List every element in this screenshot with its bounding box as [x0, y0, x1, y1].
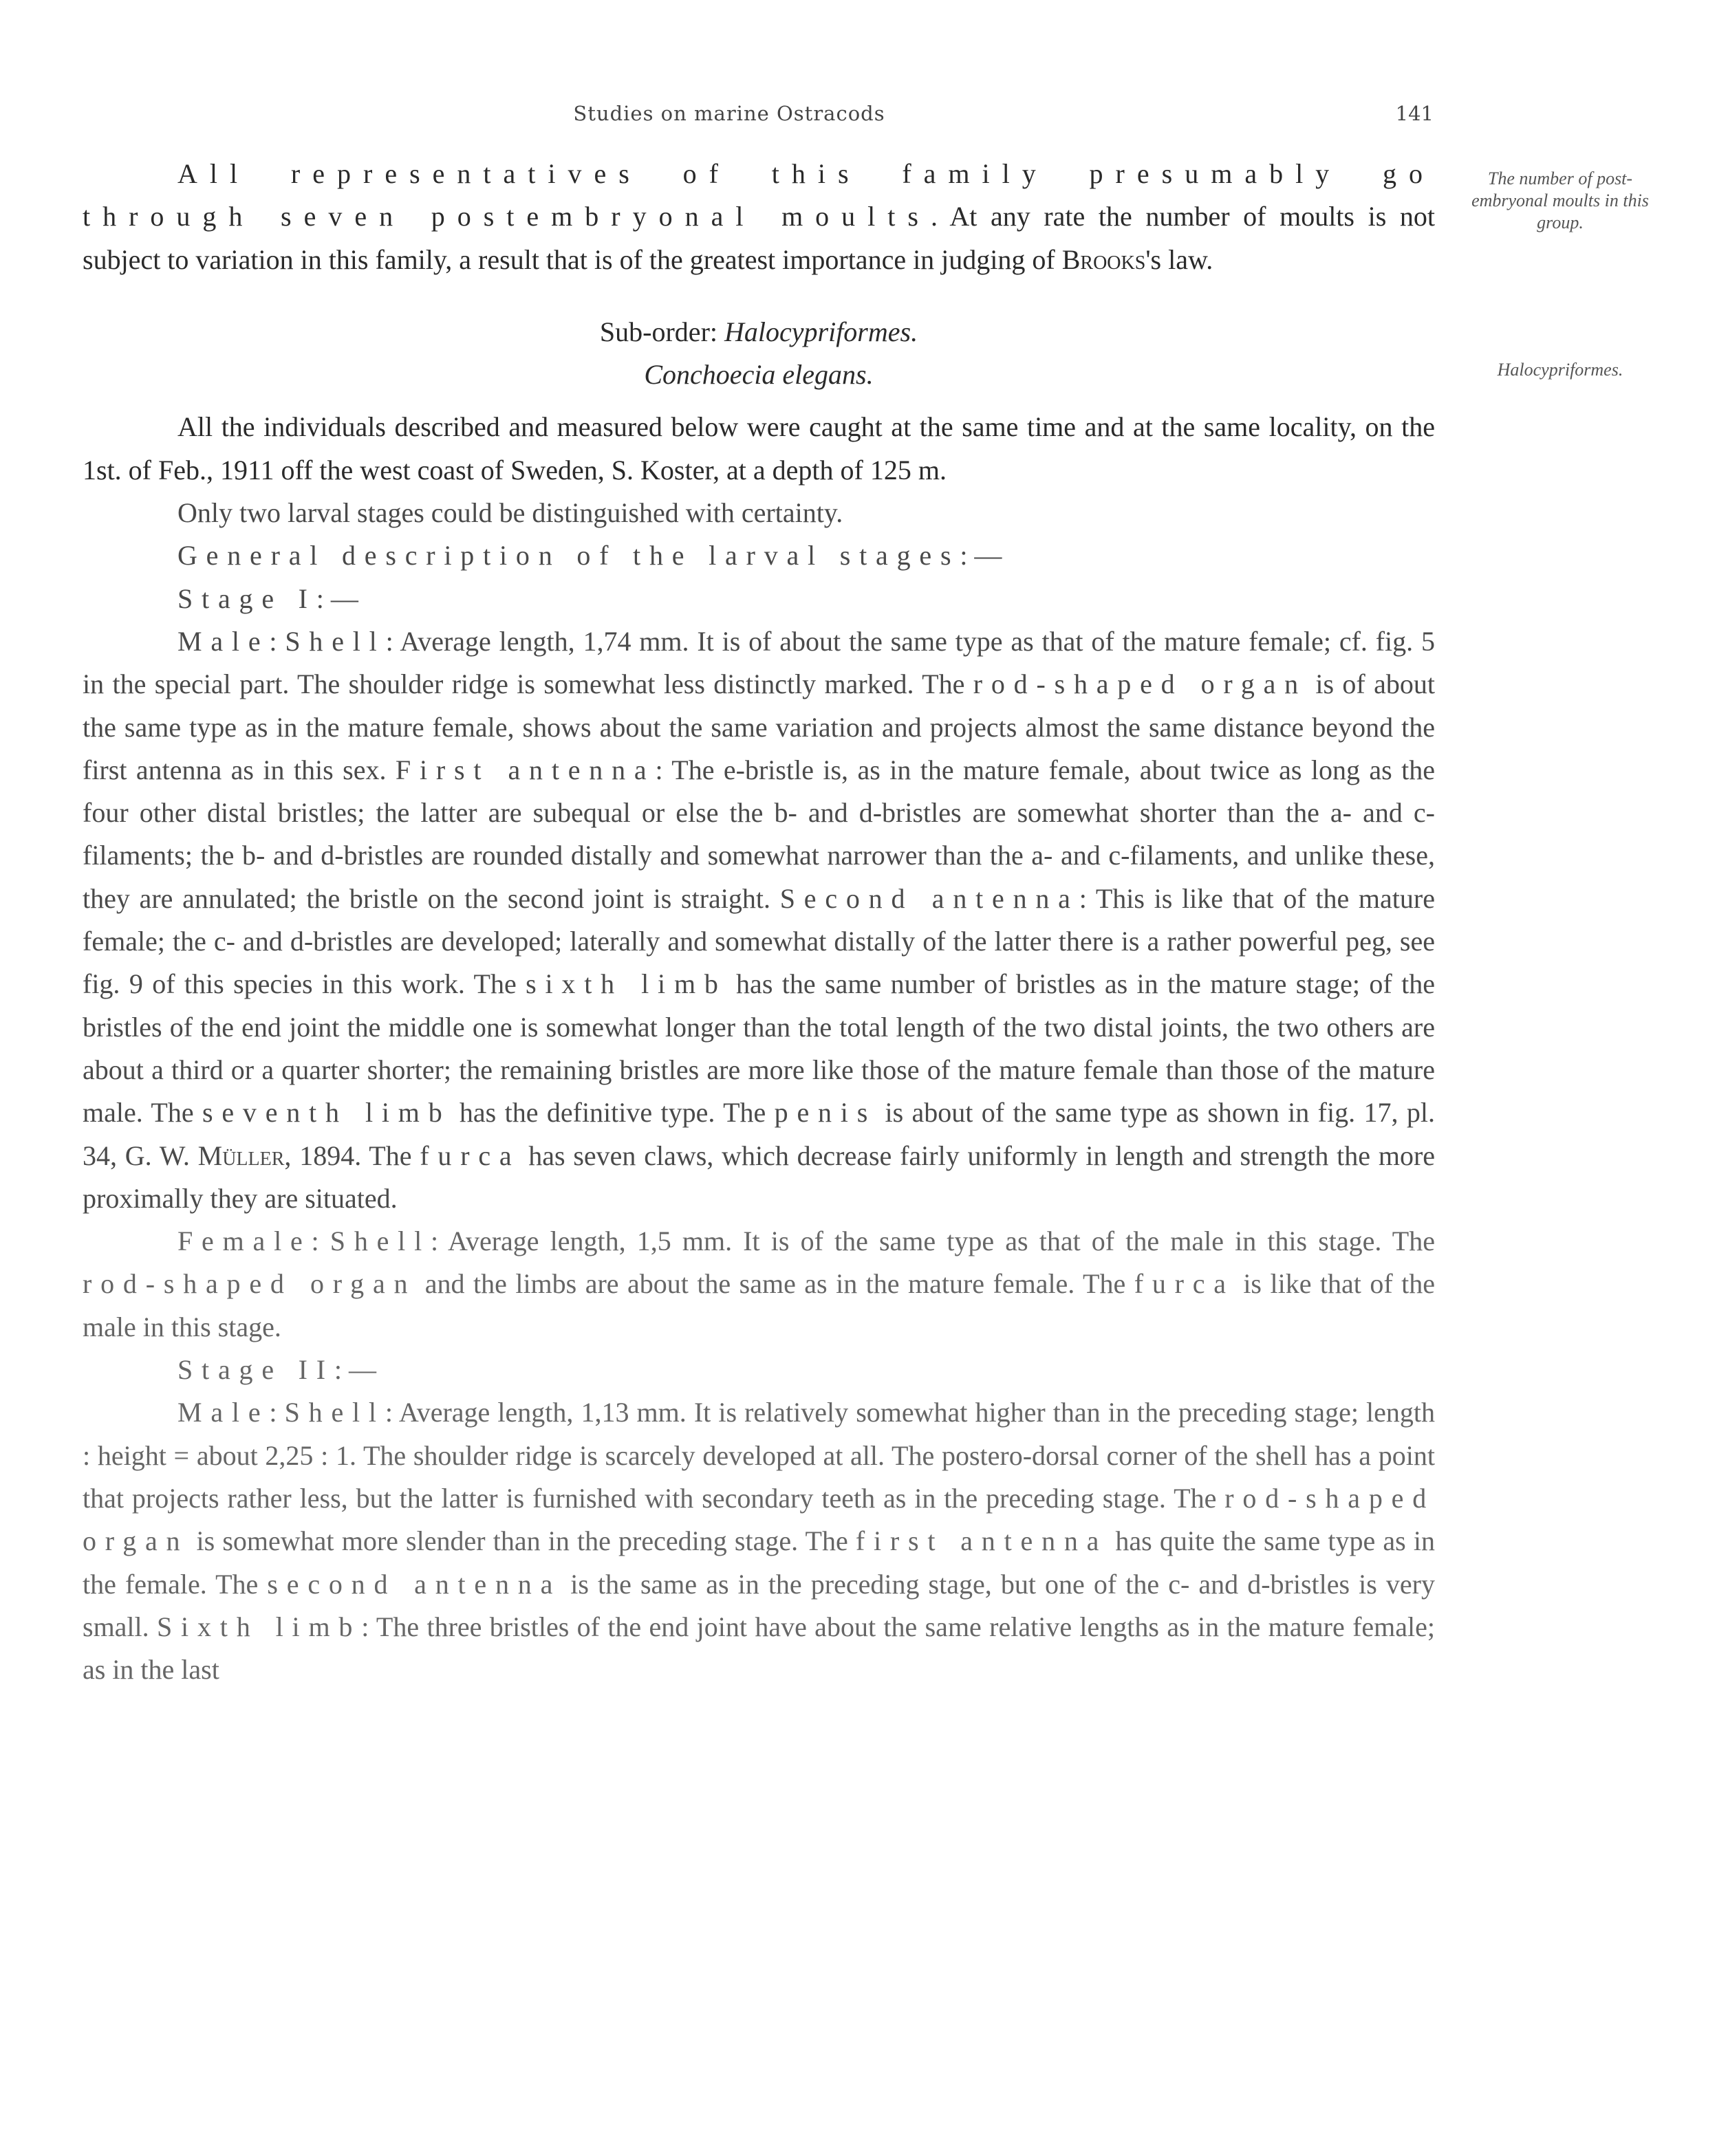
spaced-emphasis: Shell	[284, 1397, 385, 1428]
text-run: : Average length, 1,13 mm. It is relatively somewhat higher than in the preceding stage; length : height = about 2,25 : 1. The shoulder ridge is scarcely developed at all. The postero-dorsal corner of the shell has a point that projects rather less, but the latter is furnished with secondary teeth as in the preceding stage. The	[83, 1397, 1435, 1514]
text-run: has quite the same type as in the female. The	[83, 1525, 1435, 1600]
spaced-emphasis: General description of the larval stages	[177, 540, 960, 571]
paragraph-stage-one-female	[83, 1220, 1435, 1349]
text-run: : The three bristles of the end joint have about the same relative lengths as in the mature female; as in the last	[83, 1611, 1435, 1686]
text-run: : Average length, 1,5 mm. It is of the same type as that of the male in this stage. The	[431, 1226, 1435, 1257]
author-name: Müller	[197, 1140, 285, 1171]
spaced-emphasis: rod-shaped organ	[83, 1268, 417, 1300]
text-run: is of about the same type as in the mature female, shows about the same variation and projects almost the same distance beyond the first antenna as in this sex.	[83, 668, 1435, 785]
text-run: and the limbs are about the same as in the mature female. The	[416, 1268, 1134, 1300]
spaced-emphasis: penis	[774, 1097, 877, 1129]
spaced-emphasis: seventh limb	[202, 1097, 451, 1129]
spaced-emphasis: rod-shaped organ	[973, 668, 1307, 700]
spaced-emphasis: Sixth limb	[157, 1611, 362, 1642]
spaced-emphasis: Male	[177, 1397, 270, 1428]
text-run: . At any rate the number of moults is not subject to variation in this family, a result that is of the greatest importance in judging of	[83, 201, 1435, 275]
text-run: has seven claws, which decrease fairly uniformly in length and strength the more proximally they are situated.	[83, 1140, 1436, 1214]
text-run: : This is like that of the mature female; the c- and d-bristles are developed; laterally and somewhat distally of the latter there is a rather powerful peg, see fig. 9 of this species in this work. The	[83, 882, 1435, 1000]
spaced-emphasis: furca	[420, 1140, 521, 1171]
spaced-emphasis: Stage II	[177, 1354, 334, 1386]
stage-two-heading	[83, 1349, 1435, 1391]
text-run: : —	[334, 1354, 377, 1386]
text-run: is somewhat more slender than in the preceding stage. The	[188, 1525, 856, 1557]
spaced-emphasis: Shell	[330, 1226, 431, 1257]
spaced-emphasis: rod-shaped organ	[83, 1482, 1435, 1557]
text-run: :	[311, 1226, 330, 1257]
text-run: :	[269, 625, 285, 657]
stage-one-heading	[83, 578, 1435, 620]
spaced-emphasis: Male	[177, 625, 270, 657]
spaced-emphasis: furca	[1134, 1268, 1235, 1300]
text-run: is about of the same type as shown in fig. 17, pl. 34, G. W.	[83, 1097, 1435, 1171]
suborder-heading	[83, 311, 1435, 353]
spaced-emphasis: First antenna	[395, 754, 656, 785]
paragraph-family-moults	[83, 153, 1435, 281]
page-number: 141	[1395, 102, 1434, 125]
paragraph-larval-stages: Only two larval stages could be distinguished with certainty.	[177, 497, 843, 529]
text-run: is the same as in the preceding stage, but one of the c- and d-bristles is very small.	[83, 1568, 1436, 1642]
suborder-label: Sub-order:	[599, 316, 724, 347]
page-header	[0, 102, 1717, 129]
spaced-emphasis: Stage I	[177, 582, 316, 614]
text-run: has the definitive type. The	[451, 1097, 775, 1129]
species-heading: Conchoecia elegans.	[644, 359, 874, 391]
paragraph-stage-one-male	[83, 620, 1435, 1220]
paragraph-locality: All the individuals described and measured below were caught at the same time and at the same locality, on the 1st. of Feb., 1911 off the west coast of Sweden, S. Koster, at a depth of 125 m.	[83, 411, 1435, 486]
author-name: Brooks	[1061, 243, 1146, 275]
text-run: : —	[960, 540, 1002, 571]
text-run: is like that of the male in this stage.	[83, 1268, 1435, 1342]
text-run: :	[269, 1397, 285, 1428]
spaced-emphasis: first antenna	[855, 1525, 1108, 1557]
paragraph-stage-two-male	[83, 1391, 1435, 1691]
text-run: 's law.	[1145, 243, 1213, 275]
spaced-emphasis: Shell	[285, 625, 386, 657]
spaced-emphasis: sixth limb	[526, 968, 727, 1000]
spaced-emphasis: Female	[177, 1226, 312, 1257]
spaced-emphasis: All representatives of this family presumably go through seven postembryonal moults	[83, 158, 1435, 232]
margin-note-halocypriformes: Halocypriformes.	[1497, 360, 1623, 380]
text-run: : The e-bristle is, as in the mature female, about twice as long as the four other distal bristles; the latter are subequal or else the b- and d-bristles are somewhat shorter than the a- and c-filaments; the b- and d-bristles are rounded distally and somewhat narrower than the a- and c-filaments, and unlike these, they are annulated; the bristle on the second joint is straight.	[83, 754, 1435, 914]
margin-note-postembryonal-moults: The number of post-embryonal moults in this group.	[1471, 168, 1649, 232]
text-run: has the same number of bristles as in the mature stage; of the bristles of the end joint the middle one is somewhat longer than the total length of the two distal joints, the two others are about a third or a quarter shorter; the remaining bristles are more like those of the mature female than those of the mature male. The	[83, 968, 1435, 1129]
suborder-name: Halocypriformes.	[724, 316, 918, 347]
spaced-emphasis: Second antenna	[779, 882, 1079, 914]
body-text	[83, 153, 1435, 1691]
general-description-heading	[83, 534, 1435, 577]
text-run: , 1894. The	[284, 1140, 420, 1171]
running-title: Studies on marine Ostracods	[573, 102, 885, 125]
spaced-emphasis: second antenna	[267, 1568, 562, 1600]
text-run: : Average length, 1,74 mm. It is of about the same type as that of the mature female; cf. fig. 5 in the special part. The shoulder ridge is somewhat less distinctly marked. The	[83, 625, 1435, 700]
text-run: : —	[316, 582, 358, 614]
